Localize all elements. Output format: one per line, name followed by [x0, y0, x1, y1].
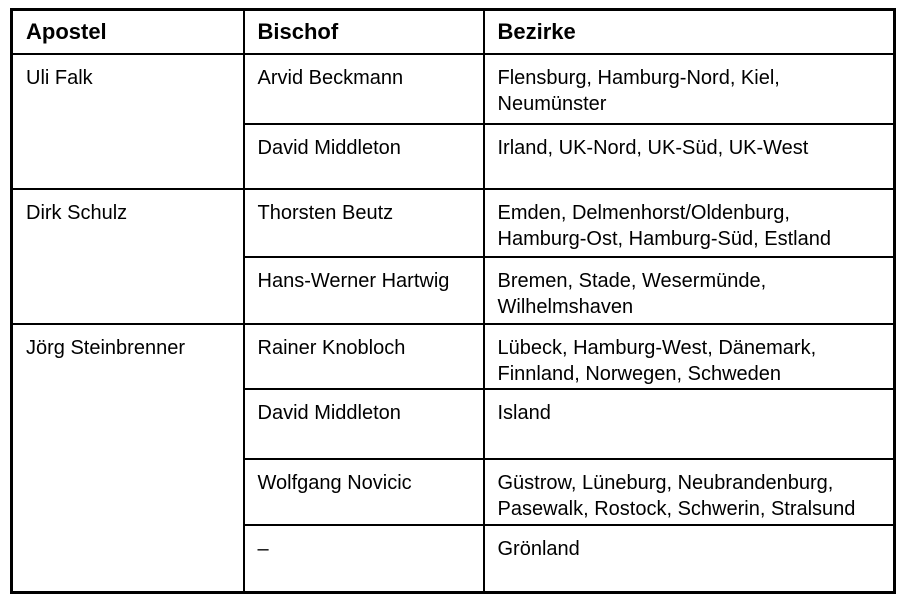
column-header-apostel: Apostel: [12, 10, 244, 54]
bischof-cell: Rainer Knobloch: [244, 324, 484, 389]
apostel-bischof-bezirke-table: [10, 8, 896, 594]
bischof-cell: David Middleton: [244, 389, 484, 459]
apostel-cell: Jörg Steinbrenner: [12, 324, 244, 593]
bischof-cell: David Middleton: [244, 124, 484, 189]
bischof-cell: Hans-Werner Hartwig: [244, 257, 484, 324]
bischof-cell: Wolfgang Novicic: [244, 459, 484, 525]
column-header-bischof: Bischof: [244, 10, 484, 54]
table-header-row: [12, 10, 895, 54]
table-row: [12, 324, 895, 389]
table-row: [12, 54, 895, 124]
bezirke-cell: Güstrow, Lüneburg, Neubrandenburg, Pasewalk, Rostock, Schwerin, Stralsund: [484, 459, 895, 525]
bischof-cell: –: [244, 525, 484, 593]
bezirke-cell: Island: [484, 389, 895, 459]
bischof-cell: Thorsten Beutz: [244, 189, 484, 257]
bezirke-cell: Grönland: [484, 525, 895, 593]
bezirke-cell: Bremen, Stade, Wesermünde, Wilhelmshaven: [484, 257, 895, 324]
column-header-bezirke: Bezirke: [484, 10, 895, 54]
bischof-cell: Arvid Beckmann: [244, 54, 484, 124]
bezirke-cell: Lübeck, Hamburg-West, Dänemark, Finnland, Norwegen, Schweden: [484, 324, 895, 389]
apostel-cell: Dirk Schulz: [12, 189, 244, 324]
bezirke-cell: Flensburg, Hamburg-Nord, Kiel, Neumünster: [484, 54, 895, 124]
bezirke-cell: Irland, UK-Nord, UK-Süd, UK-West: [484, 124, 895, 189]
table-row: [12, 189, 895, 257]
bezirke-cell: Emden, Delmenhorst/Oldenburg, Hamburg-Ost, Hamburg-Süd, Estland: [484, 189, 895, 257]
apostel-cell: Uli Falk: [12, 54, 244, 189]
